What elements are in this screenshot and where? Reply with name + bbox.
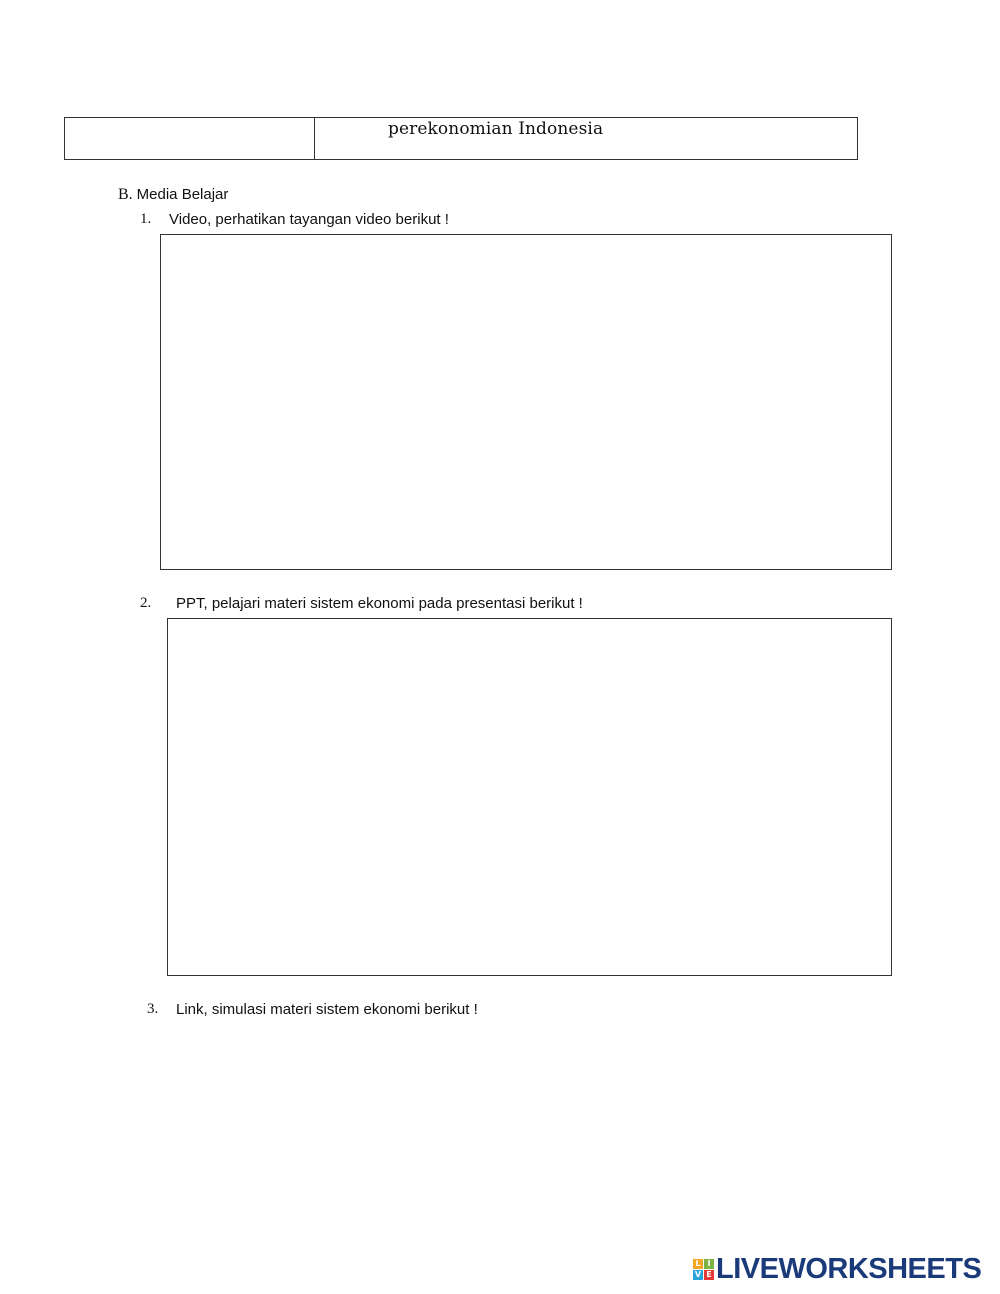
logo-mark-letter: L xyxy=(693,1259,703,1269)
video-embed-box[interactable] xyxy=(160,234,892,570)
logo-mark-letter: E xyxy=(704,1270,714,1280)
section-title: Media Belajar xyxy=(136,186,229,203)
table-fragment xyxy=(64,117,858,160)
ppt-embed-box[interactable] xyxy=(167,618,892,976)
item-text: Link, simulasi materi sistem ekonomi berikut ! xyxy=(176,1001,478,1018)
logo-text: LIVEWORKSHEETS xyxy=(716,1253,982,1285)
item-text: Video, perhatikan tayangan video berikut ! xyxy=(169,211,449,228)
logo-mark-letter: I xyxy=(704,1259,714,1269)
section-letter: B. xyxy=(118,186,133,203)
logo-mark-letter: V xyxy=(694,1269,702,1279)
item-number: 1. xyxy=(140,211,152,227)
table-cell-empty xyxy=(65,118,315,159)
item-number: 2. xyxy=(140,595,152,611)
section-heading xyxy=(118,186,228,204)
item-text: PPT, pelajari materi sistem ekonomi pada presentasi berikut ! xyxy=(176,595,583,612)
liveworksheets-mark-icon xyxy=(693,1259,714,1280)
liveworksheets-logo xyxy=(693,1254,981,1284)
table-cell xyxy=(315,118,857,159)
item-number: 3. xyxy=(147,1001,159,1017)
table-cell-text: perekonomian Indonesia xyxy=(388,119,604,139)
